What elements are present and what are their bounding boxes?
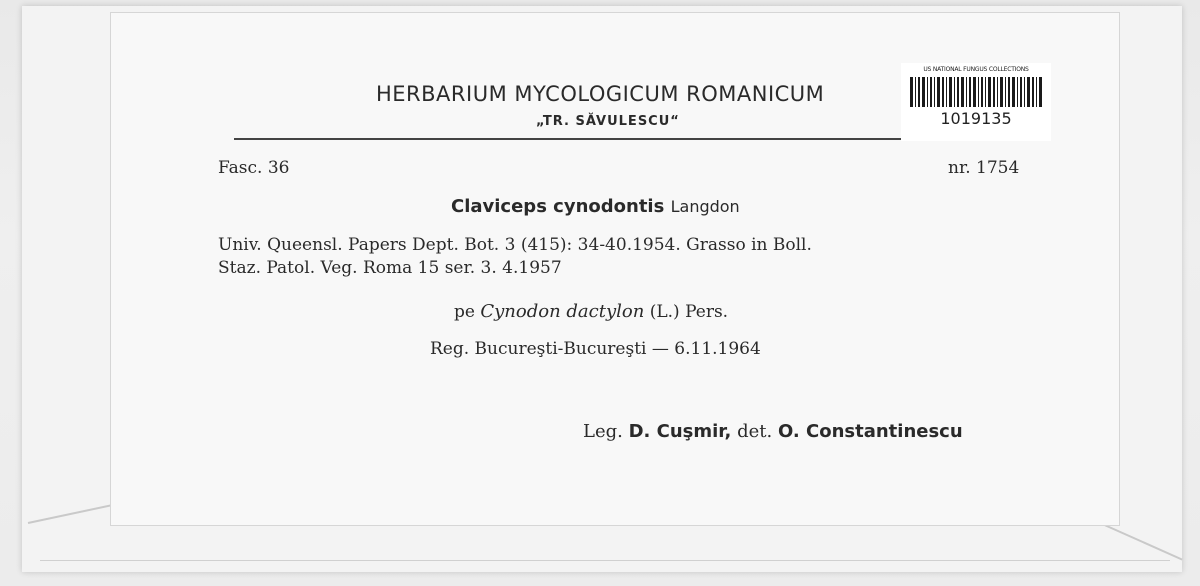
det-prefix: det. xyxy=(737,421,773,442)
institution-title: HERBARIUM MYCOLOGICUM ROMANICUM xyxy=(376,82,825,106)
citation-line-2: Staz. Patol. Veg. Roma 15 ser. 3. 4.1957 xyxy=(218,258,562,278)
host-author: (L.) Pers. xyxy=(649,302,729,322)
citation xyxy=(218,234,1018,280)
collectors-line xyxy=(583,421,963,442)
species-author: Langdon xyxy=(670,197,740,216)
determiner-name: O. Constantinescu xyxy=(777,421,963,442)
herbarium-label xyxy=(110,12,1120,526)
leg-prefix: Leg. xyxy=(583,421,623,442)
barcode-icon xyxy=(910,77,1042,107)
barcode-caption: US NATIONAL FUNGUS COLLECTIONS xyxy=(923,66,1029,73)
locality-date: Reg. Bucureşti-Bucureşti — 6.11.1964 xyxy=(430,339,761,359)
barcode-sticker xyxy=(901,63,1051,141)
citation-line-1: Univ. Queensl. Papers Dept. Bot. 3 (415): 34-40.1954. Grasso in Boll. xyxy=(218,235,812,255)
species-name: Claviceps cynodontis xyxy=(451,196,665,217)
host-prefix: pe xyxy=(454,302,475,322)
specimen-number: nr. 1754 xyxy=(948,158,1020,178)
host-name: Cynodon dactylon xyxy=(480,301,645,322)
species-line xyxy=(451,196,740,217)
envelope-fold-bottom xyxy=(40,560,1170,561)
host-line xyxy=(454,301,728,322)
collector-name: D. Cuşmir, xyxy=(628,421,732,442)
barcode-number: 1019135 xyxy=(940,109,1012,128)
fascicle-number: Fasc. 36 xyxy=(218,158,290,178)
institution-subtitle: „TR. SĂVULESCU“ xyxy=(536,114,680,129)
